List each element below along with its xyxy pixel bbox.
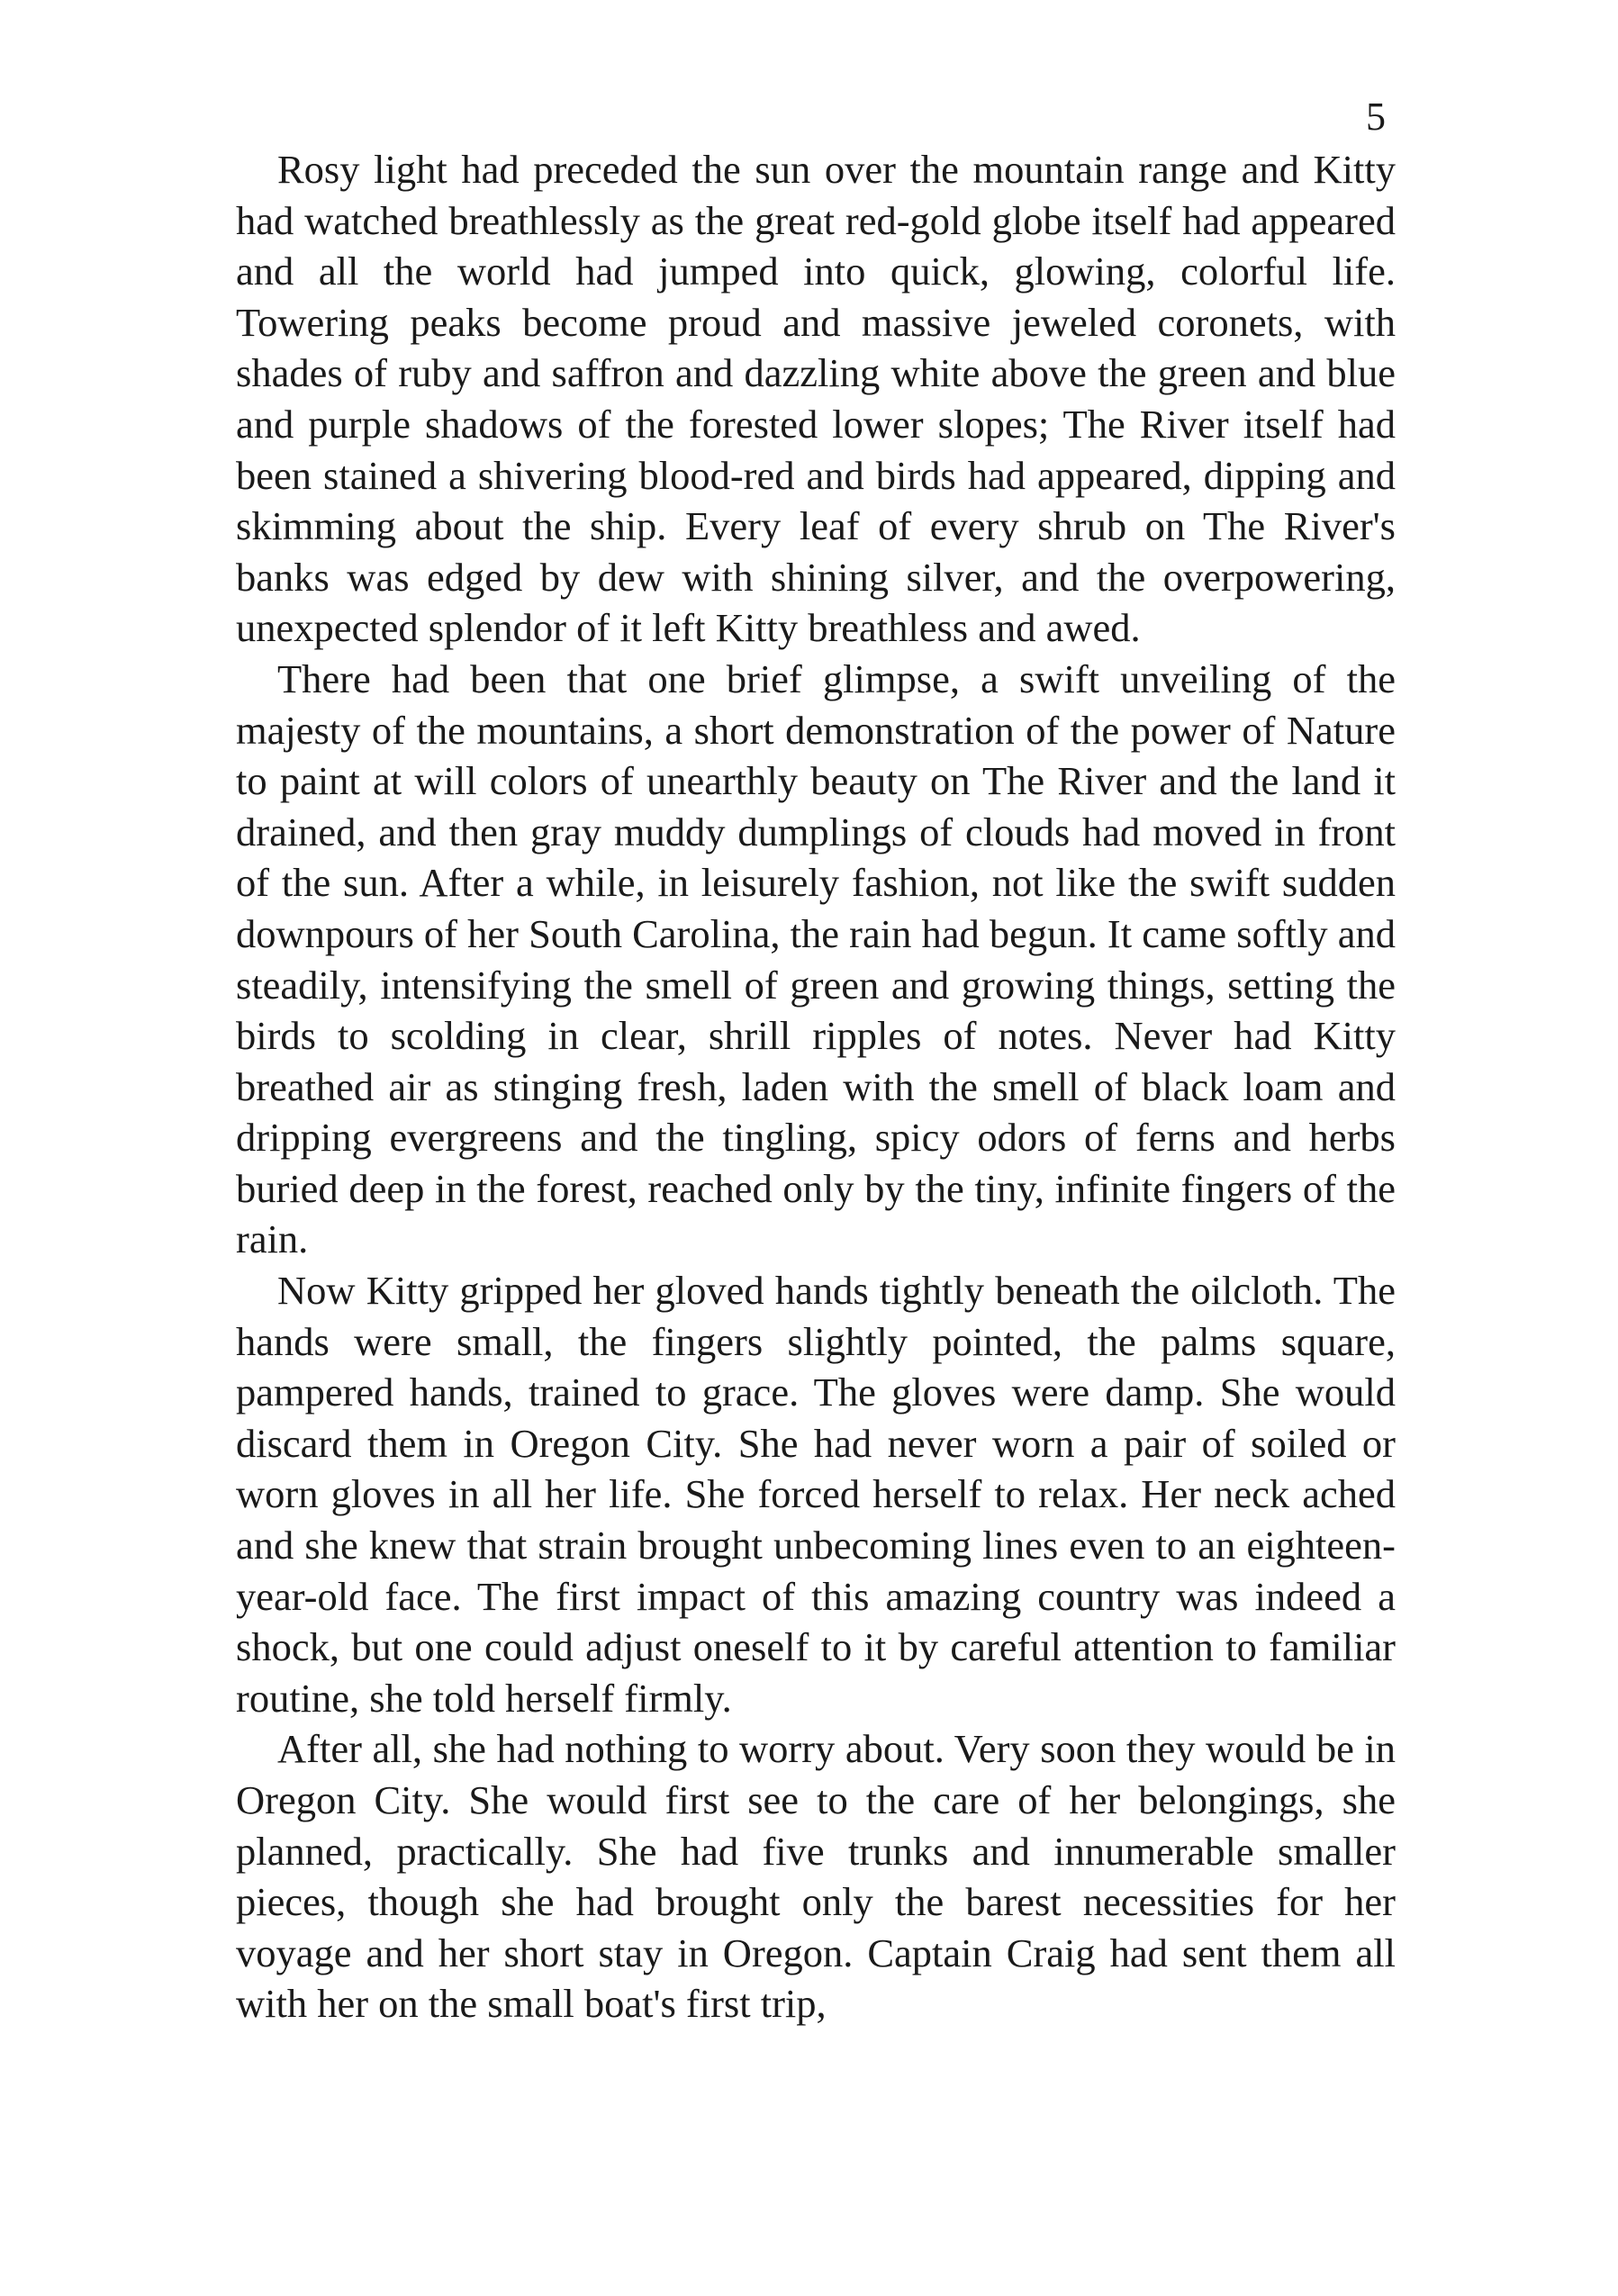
paragraph-2: There had been that one brief glimpse, a swift unveiling of the majesty of the mountains, a short demonstration of the power of Nature to paint at will colors of unearthly beauty on The River and the land it drained, and then gray muddy dumplings of clouds had moved in front of the sun. After a while, in leisurely fashion, not like the swift sudden downpours of her South Carolina, the rain had begun. It came softly and steadily, intensifying the smell of green and growing things, setting the birds to scolding in clear, shrill ripples of notes. Never had Kitty breathed air as stinging fresh, laden with the smell of black loam and dripping evergreens and the tingling, spicy odors of ferns and herbs buried deep in the forest, reached only by the tiny, infinite fingers of the rain. (236, 655, 1396, 1262)
paragraph-1: Rosy light had preceded the sun over the mountain range and Kitty had watched breathlessly as the great red-gold globe itself had appeared and all the world had jumped into quick, glowing, colorful life. Towering peaks become proud and massive jeweled coronets, with shades of ruby and saffron and dazzling white above the green and blue and purple shadows of the forested lower slopes; The River itself had been stained a shivering blood-red and birds had appeared, dipping and skimming about the ship. Every leaf of every shrub on The River's banks was edged by dew with shining silver, and the overpowering, unexpected splendor of it left Kitty breathless and awed. (236, 147, 1396, 651)
paragraph-3: Now Kitty gripped her gloved hands tightly beneath the oilcloth. The hands were small, the fingers slightly pointed, the palms square, pampered hands, trained to grace. The gloves were damp. She would discard them in Oregon City. She had never worn a pair of soiled or worn gloves in all her life. She forced herself to relax. Her neck ached and she knew that strain brought unbecoming lines even to an eighteen-year-old face. The first impact of this amazing country was indeed a shock, but one could adjust oneself to it by careful attention to familiar routine, she told herself firmly. (236, 1268, 1396, 1721)
page-number: 5 (1366, 95, 1386, 139)
paragraph-4: After all, she had nothing to worry about. Very soon they would be in Oregon City. She would first see to the care of her belongings, she planned, practically. She had five trunks and innumerable smaller pieces, though she had brought only the barest necessities for her voyage and her short stay in Oregon. Captain Craig had sent them all with her on the small boat's first trip, (236, 1726, 1396, 2027)
body-text (236, 144, 1396, 2029)
